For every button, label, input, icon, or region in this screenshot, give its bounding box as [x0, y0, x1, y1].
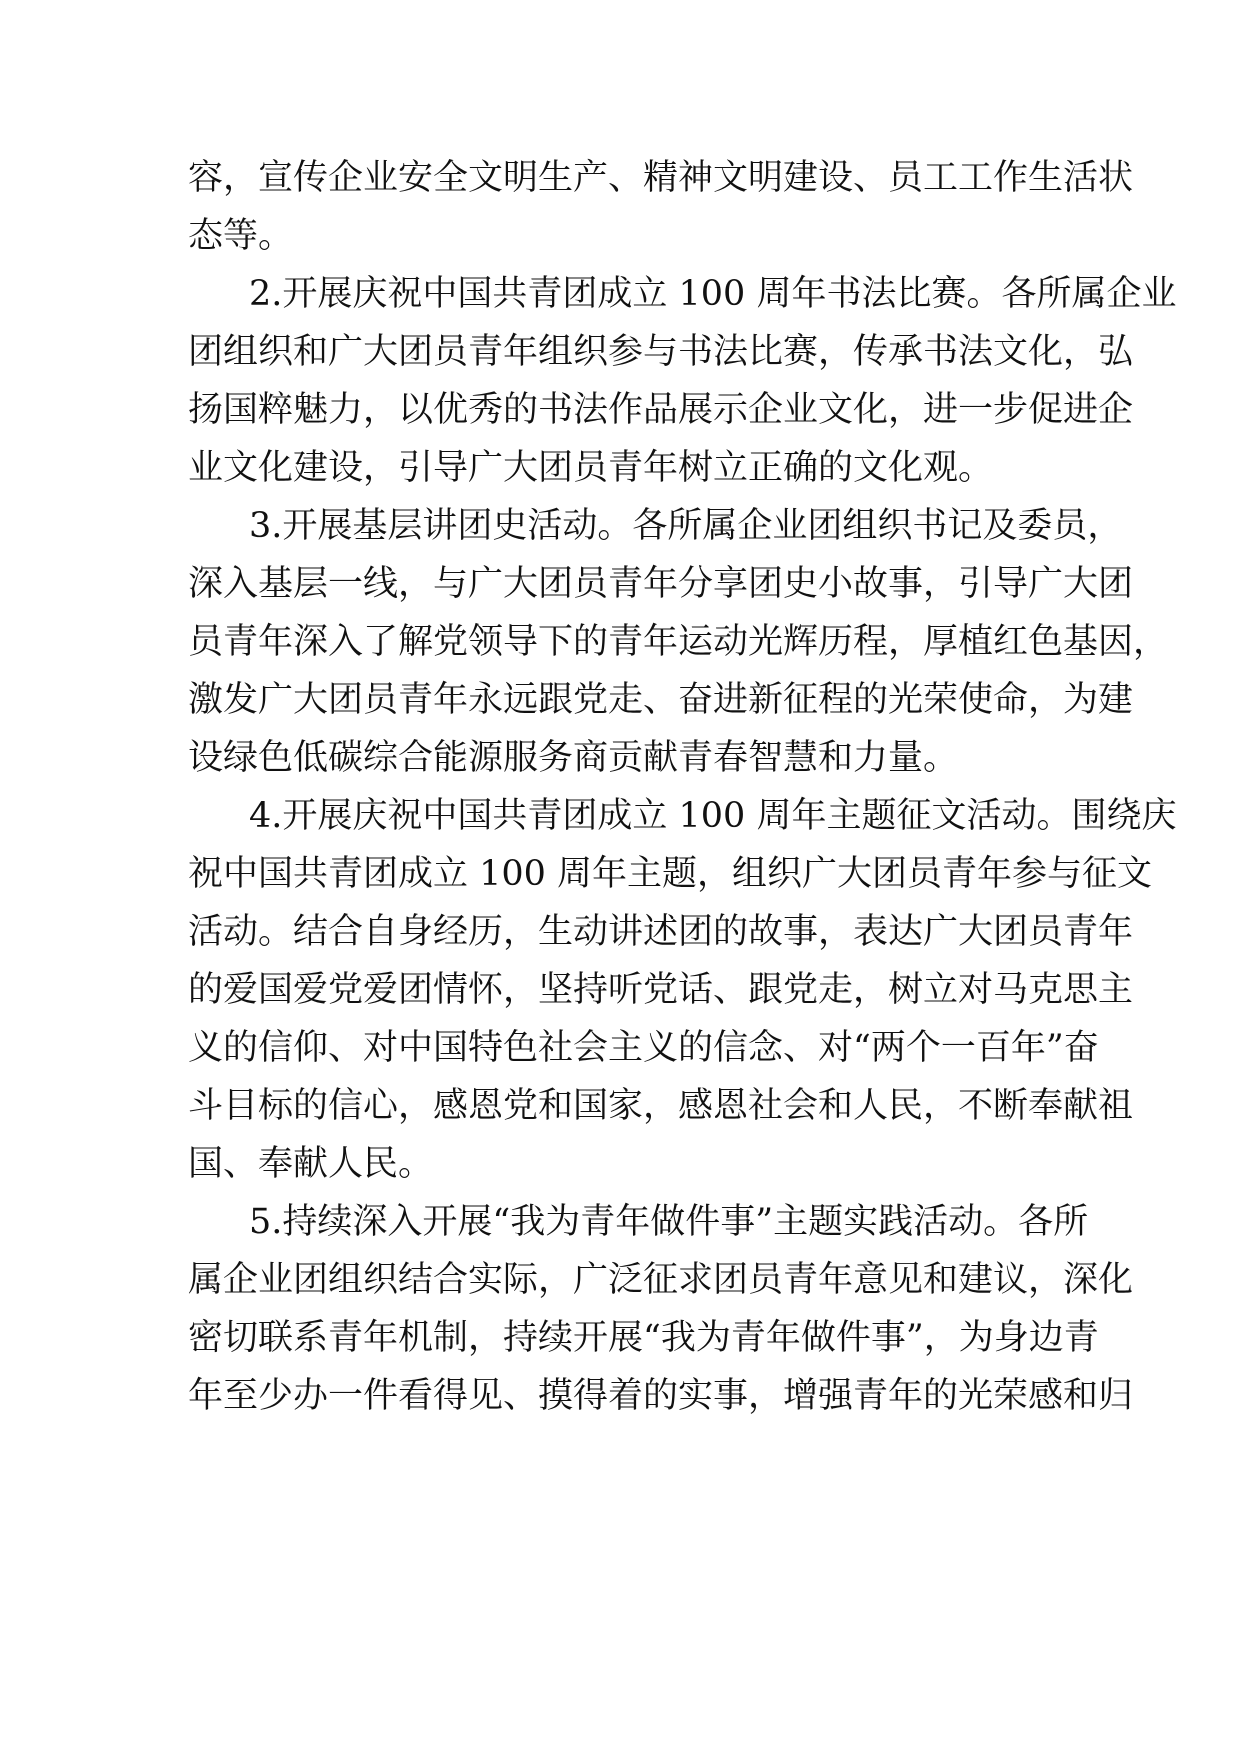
text-line: 义的信仰、对中国特色社会主义的信念、对“两个一百年”奋 [188, 1028, 1099, 1068]
text-line: 扬国粹魅力，以优秀的书法作品展示企业文化，进一步促进企 [188, 390, 1134, 430]
text-line: 国、奉献人民。 [188, 1144, 434, 1184]
text-line: 属企业团组织结合实际，广泛征求团员青年意见和建议，深化 [188, 1260, 1134, 1300]
text-line: 的爱国爱党爱团情怀，坚持听党话、跟党走，树立对马克思主 [188, 970, 1134, 1010]
text-line: 活动。结合自身经历，生动讲述团的故事，表达广大团员青年 [188, 912, 1134, 952]
text-line: 容，宣传企业安全文明生产、精神文明建设、员工工作生活状 [188, 158, 1134, 198]
text-line: 斗目标的信心，感恩党和国家，感恩社会和人民，不断奉献祖 [188, 1086, 1134, 1126]
text-line: 设绿色低碳综合能源服务商贡献青春智慧和力量。 [188, 738, 959, 778]
paragraph-start-line: 2.开展庆祝中国共青团成立 100 周年书法比赛。各所属企业 [249, 274, 1177, 314]
paragraph-start-line: 3.开展基层讲团史活动。各所属企业团组织书记及委员， [249, 506, 1123, 546]
text-line: 员青年深入了解党领导下的青年运动光辉历程，厚植红色基因， [188, 622, 1169, 662]
text-line: 态等。 [188, 216, 294, 256]
text-line: 业文化建设，引导广大团员青年树立正确的文化观。 [188, 448, 994, 488]
paragraph-start-line: 4.开展庆祝中国共青团成立 100 周年主题征文活动。围绕庆 [249, 796, 1177, 836]
text-line: 激发广大团员青年永远跟党走、奋进新征程的光荣使命，为建 [188, 680, 1134, 720]
text-line: 深入基层一线，与广大团员青年分享团史小故事，引导广大团 [188, 564, 1134, 604]
text-line: 团组织和广大团员青年组织参与书法比赛，传承书法文化，弘 [188, 332, 1134, 372]
text-line: 密切联系青年机制，持续开展“我为青年做件事”，为身边青 [188, 1318, 1099, 1358]
text-line: 祝中国共青团成立 100 周年主题，组织广大团员青年参与征文 [188, 854, 1153, 894]
text-line: 年至少办一件看得见、摸得着的实事，增强青年的光荣感和归 [188, 1376, 1134, 1416]
paragraph-start-line: 5.持续深入开展“我为青年做件事”主题实践活动。各所 [249, 1202, 1089, 1242]
